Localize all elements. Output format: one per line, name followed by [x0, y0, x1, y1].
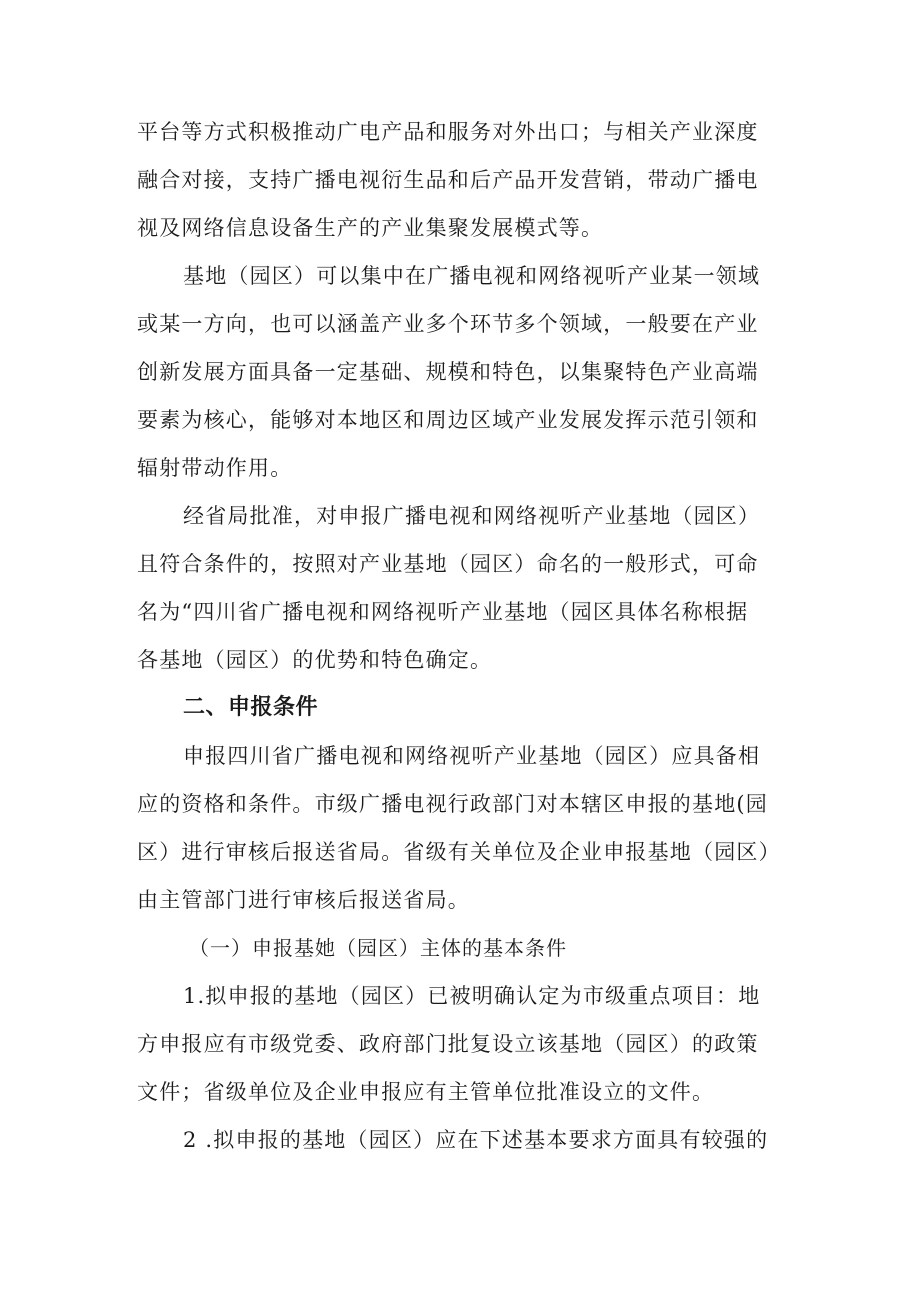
text-line: 区）进行审核后报送省局。省级有关单位及企业申报基地（园区）: [137, 840, 781, 864]
text-line: 由主管部门进行审核后报送省局。: [137, 888, 470, 912]
text-line: 文件；省级单位及企业申报应有主管单位批准设立的文件。: [137, 1080, 715, 1104]
text-line: 融合对接，支持广播电视衍生品和后产品开发营销，带动广播电: [137, 168, 759, 192]
paragraph-5: [137, 972, 797, 1116]
text-line: 2 .拟申报的基地（园区）应在下述基本要求方面具有较强的: [183, 1128, 769, 1152]
text-line: 申报四川省广播电视和网络视听产业基地（园区）应具备相: [183, 744, 761, 768]
paragraph-2: [137, 252, 797, 492]
text-line: 名为“四川省广播电视和网络视听产业基地（园区具体名称根据: [137, 600, 749, 624]
text-line: 创新发展方面具备一定基础、规模和特色，以集聚特色产业高端: [137, 360, 759, 384]
paragraph-3: [137, 492, 797, 684]
subsection-heading: （一）申报基她（园区）主体的基本条件: [189, 936, 567, 960]
paragraph-1: [137, 108, 797, 252]
text-line: 应的资格和条件。市级广播电视行政部门对本辖区申报的基地(园: [137, 792, 768, 816]
text-line: 平台等方式积极推动广电产品和服务对外出口；与相关产业深度: [137, 120, 759, 144]
paragraph-6: [137, 1116, 797, 1164]
text-line: 经省局批准，对申报广播电视和网络视听产业基地（园区）: [183, 504, 761, 528]
text-line: 各基地（园区）的优势和特色确定。: [137, 648, 493, 672]
text-line: 且符合条件的，按照对产业基地（园区）命名的一般形式，可命: [137, 552, 759, 576]
text-line: 基地（园区）可以集中在广播电视和网络视听产业某一领域: [183, 264, 761, 288]
text-line: 1.拟申报的基地（园区）已被明确认定为市级重点项目：地: [183, 984, 761, 1008]
document-page: [137, 108, 797, 1164]
section-heading: 二、申报条件: [183, 695, 319, 720]
text-line: 或某一方向，也可以涵盖产业多个环节多个领域，一般要在产业: [137, 312, 759, 336]
text-line: 辐射带动作用。: [137, 456, 293, 480]
text-line: 方申报应有市级党委、政府部门批复设立该基地（园区）的政策: [137, 1032, 759, 1056]
text-line: 视及网络信息设备生产的产业集聚发展模式等。: [137, 216, 604, 240]
paragraph-4: [137, 732, 797, 924]
text-line: 要素为核心，能够对本地区和周边区域产业发展发挥示范引领和: [137, 408, 759, 432]
